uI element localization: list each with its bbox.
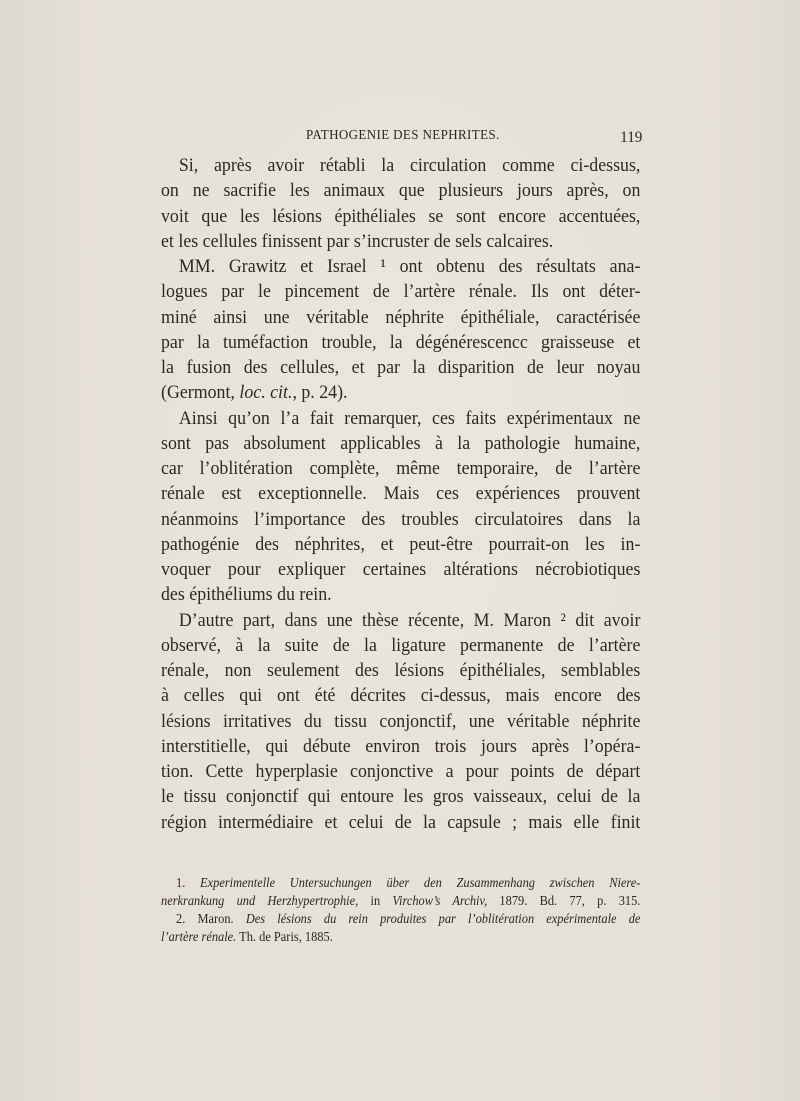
text-line: tion. Cette hyperplasie conjonctive a pour points de départ <box>161 761 641 782</box>
text-line: et les cellules finissent par s’incruster de sels calcaires. <box>161 230 554 252</box>
text-line: le tissu conjonctif qui entoure les gros vaisseaux, celui de la <box>161 786 641 808</box>
text-line <box>161 380 640 405</box>
text-line: lésions irritatives du tissu conjonctif, une véritable néphrite <box>161 710 641 732</box>
page-header <box>160 128 642 152</box>
footnote-2-line-2 <box>161 928 640 946</box>
text-line: sont pas absolument applicables à la pathologie humaine, <box>161 432 641 454</box>
footnote-title: nerkrankung und Herzhypertrophie, <box>161 893 359 908</box>
citation-open: (Germont, <box>161 382 240 404</box>
footnote-1-line-1 <box>161 874 640 892</box>
text-line: rénale est exceptionnelle. Mais ces expériences prouvent <box>161 483 641 505</box>
text-line: rénale, non seulement des lésions épithéliales, semblables <box>161 660 641 681</box>
citation-loc-cit: loc. cit. <box>239 382 293 404</box>
footnote-author: 2. Maron. <box>176 911 246 926</box>
text-line: néanmoins l’importance des troubles circulatoires dans la <box>161 508 641 530</box>
journal-title: Virchow’s Archiv, <box>392 893 488 908</box>
text-line: miné ainsi une véritable néphrite épithéliale, caractérisée <box>161 306 641 328</box>
running-title: PATHOGENIE DES NEPHRITES. <box>306 128 500 143</box>
footnote-2-line-1 <box>161 910 640 928</box>
main-text <box>161 153 641 835</box>
footnote-title: Experimentelle Untersuchungen über den Zusammenhang zwischen Niere- <box>200 875 641 890</box>
text-line: pathogénie des néphrites, et peut-être pourrait-on les in- <box>161 533 641 555</box>
footnote-title: Des lésions du rein produites par l’oblitération expérimentale de <box>245 911 641 926</box>
text-line: on ne sacrifie les animaux que plusieurs jours après, on <box>161 180 641 202</box>
text-line: car l’oblitération complète, même temporaire, de l’artère <box>161 458 641 479</box>
text-line: la fusion des cellules, et par la disparition de leur noyau <box>161 357 641 378</box>
text-line: par la tuméfaction trouble, la dégénérescencc graisseuse et <box>161 331 641 353</box>
text-line: interstitielle, qui débute environ trois jours après l’opéra- <box>161 735 641 757</box>
text-line: région intermédiaire et celui de la capsule ; mais elle finit <box>161 811 641 833</box>
text-line: Ainsi qu’on l’a fait remarquer, ces faits expérimentaux ne <box>178 407 641 429</box>
footnote-1-line-2 <box>161 892 640 910</box>
text-line: D’autre part, dans une thèse récente, M. Maron ² dit avoir <box>178 609 641 631</box>
footnote-connector: in <box>358 893 393 908</box>
text-line: observé, à la suite de la ligature permanente de l’artère <box>161 634 641 656</box>
citation-page: , p. 24). <box>292 382 348 404</box>
footnote-citation: Th. de Paris, 1885. <box>236 929 333 944</box>
footnote-title: l’artère rénale. <box>161 929 237 944</box>
text-line: MM. Grawitz et Israel ¹ ont obtenu des résultats ana- <box>178 256 641 277</box>
footnote-number: 1. <box>176 875 201 890</box>
footnote-citation: 1879. Bd. 77, p. 315. <box>487 893 641 908</box>
page-number: 119 <box>619 129 642 146</box>
text-line: à celles qui ont été décrites ci-dessus, mais encore des <box>161 685 641 707</box>
text-line: voquer pour expliquer certaines altérations nécrobiotiques <box>161 559 641 580</box>
footnotes <box>161 874 641 946</box>
text-line: des épithéliums du rein. <box>161 584 332 606</box>
text-line: logues par le pincement de l’artère rénale. Ils ont déter- <box>161 281 641 303</box>
text-line: voit que les lésions épithéliales se sont encore accentuées, <box>161 205 641 227</box>
text-line: Si, après avoir rétabli la circulation comme ci-dessus, <box>178 155 641 176</box>
